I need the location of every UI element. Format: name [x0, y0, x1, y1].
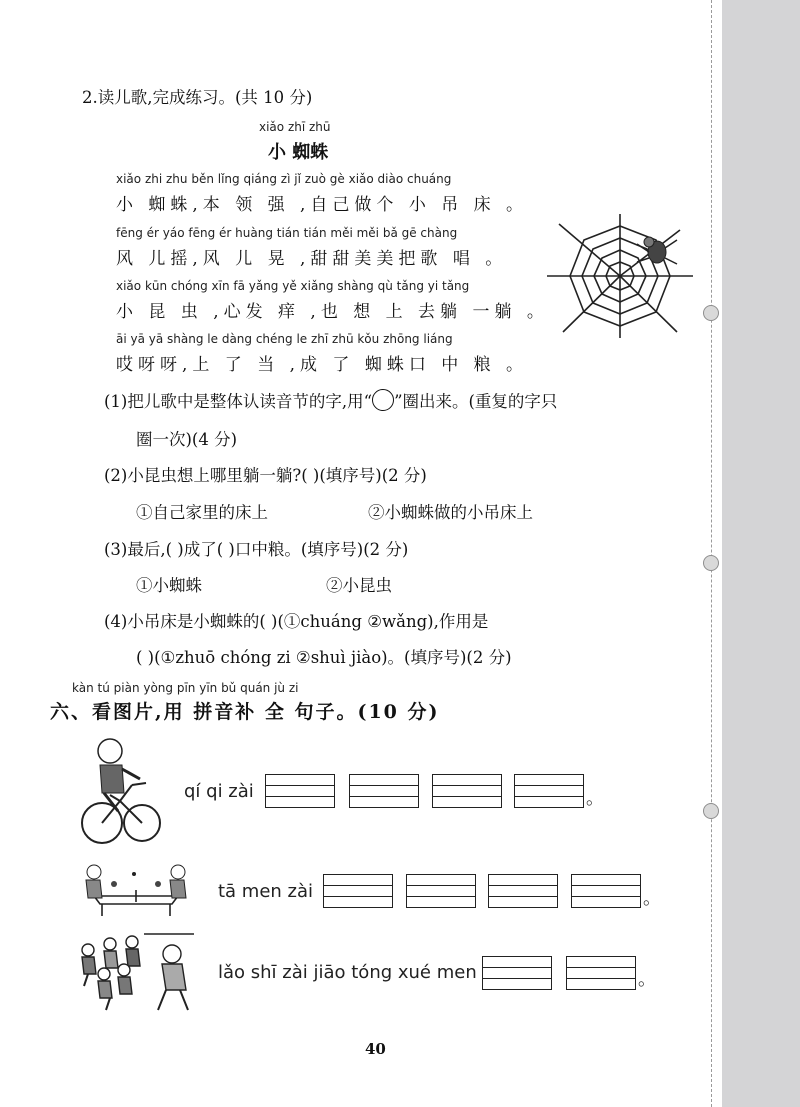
sub-question-2-option-1: ①自己家里的床上: [136, 503, 268, 522]
sub-question-3: (3)最后,( )成了( )口中粮。(填序号)(2 分): [104, 540, 409, 559]
section-6-heading-pinyin: kàn tú piàn yòng pīn yīn bǔ quán jù zi: [72, 681, 299, 695]
item-3-prompt: lǎo shī zài jiāo tóng xué men: [218, 962, 477, 983]
writing-grid[interactable]: [265, 774, 335, 808]
item-2-prompt: tā men zài: [218, 881, 314, 902]
poem-title-pinyin: xiǎo zhī zhū: [259, 120, 331, 134]
poem-line-1-pinyin: xiǎo zhi zhu běn lǐng qiáng zì jǐ zuò gè xiǎo diào chuáng: [116, 172, 452, 186]
sub-question-3-option-2: ②小昆虫: [326, 576, 392, 595]
sub-question-1: [104, 388, 557, 412]
sub-question-1-cont: 圈一次)(4 分): [136, 430, 238, 449]
item-1-prompt: qí qi zài: [184, 781, 254, 802]
writing-grid[interactable]: [323, 874, 393, 908]
circle-icon: [372, 389, 394, 411]
writing-grid[interactable]: [488, 874, 558, 908]
spider-web-illustration: [545, 212, 695, 340]
poem-title: 小 蜘蛛: [268, 142, 329, 163]
question-2-heading: 2.读儿歌,完成练习。(共 10 分): [82, 88, 313, 107]
binding-hole: [703, 803, 719, 819]
poem-line-3: 小 昆 虫 ,心发 痒 ,也 想 上 去躺 一躺 。: [116, 302, 549, 322]
sub-question-2-option-2: ②小蜘蛛做的小吊床上: [368, 503, 533, 522]
cut-line: [711, 0, 712, 1107]
writing-grid[interactable]: [514, 774, 584, 808]
sub-question-4: (4)小吊床是小蜘蛛的( )(①chuáng ②wǎng),作用是: [104, 612, 489, 631]
sub-question-4-cont: ( )(①zhuō chóng zi ②shuì jiào)。(填序号)(2 分): [136, 648, 512, 667]
page-number: 40: [365, 1040, 386, 1058]
binding-hole: [703, 555, 719, 571]
item-2-end: 。: [643, 888, 661, 909]
poem-line-3-pinyin: xiǎo kūn chóng xīn fā yǎng yě xiǎng shàng qù tǎng yi tǎng: [116, 279, 470, 293]
item-1-end: 。: [586, 788, 604, 809]
writing-grid[interactable]: [432, 774, 502, 808]
teacher-and-students-illustration: [74, 930, 200, 1014]
section-6-heading: 六、看图片,用 拼音补 全 句子。(10 分): [50, 701, 440, 723]
table-tennis-illustration: [72, 862, 200, 918]
sub-question-3-option-1: ①小蜘蛛: [136, 576, 202, 595]
sub-question-1-text-a: (1)把儿歌中是整体认读音节的字,用“: [104, 392, 373, 411]
sub-question-1-text-b: ”圈出来。(重复的字只: [394, 392, 558, 411]
poem-line-4: 哎呀呀,上 了 当 ,成 了 蜘蛛口 中 粮 。: [116, 355, 529, 375]
poem-line-1: 小 蜘蛛,本 领 强 ,自己做个 小 吊 床 。: [116, 195, 529, 215]
writing-grid[interactable]: [566, 956, 636, 990]
writing-grid[interactable]: [571, 874, 641, 908]
page-margin-sidebar: [722, 0, 800, 1107]
binding-hole: [703, 305, 719, 321]
item-3-end: 。: [638, 969, 656, 990]
poem-line-2: 风 儿摇,风 儿 晃 ,甜甜美美把歌 唱 。: [116, 249, 508, 269]
writing-grid[interactable]: [406, 874, 476, 908]
poem-line-2-pinyin: fēng ér yáo fēng ér huàng tián tián měi měi bǎ gē chàng: [116, 226, 458, 240]
sub-question-2: (2)小昆虫想上哪里躺一躺?( )(填序号)(2 分): [104, 466, 427, 485]
writing-grid[interactable]: [349, 774, 419, 808]
poem-line-4-pinyin: āi yā yā shàng le dàng chéng le zhī zhū kǒu zhōng liáng: [116, 332, 453, 346]
writing-grid[interactable]: [482, 956, 552, 990]
boy-riding-bicycle-illustration: [80, 735, 162, 849]
